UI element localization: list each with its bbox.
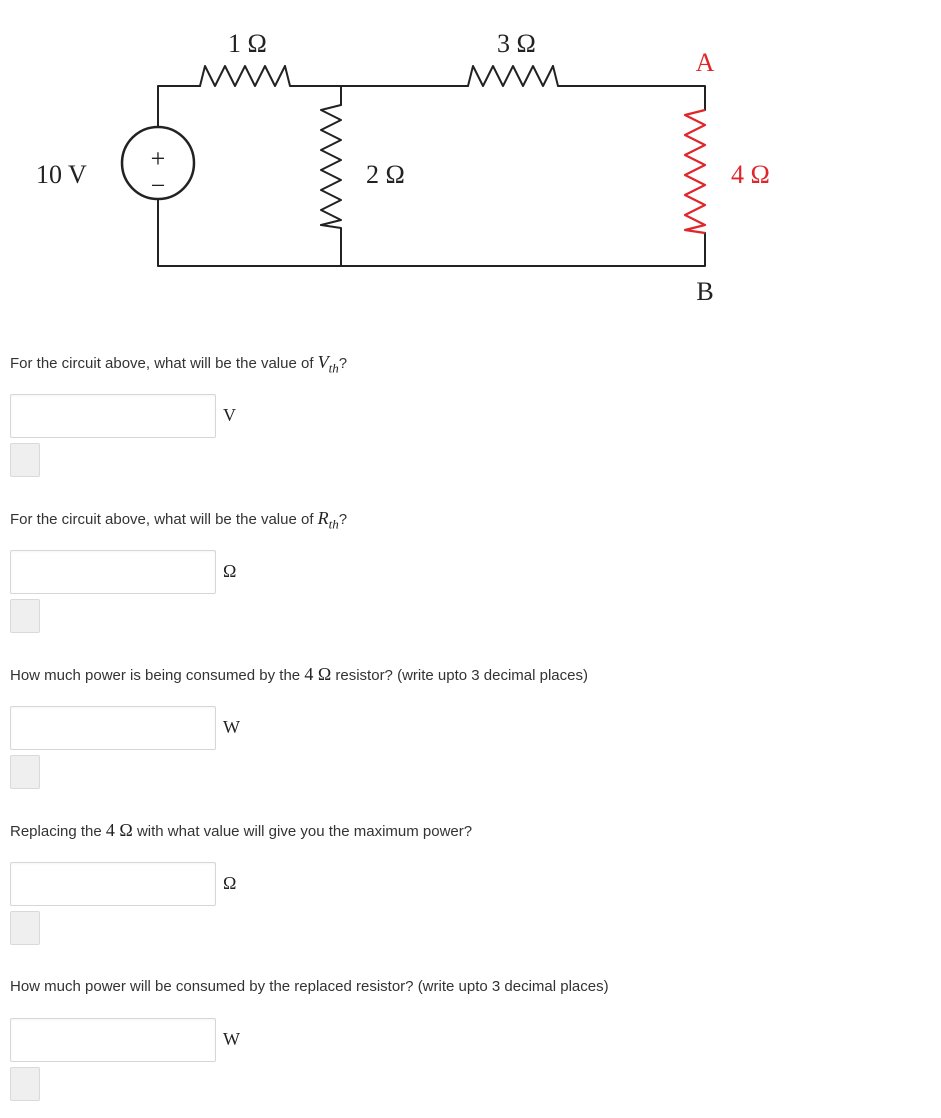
node-a-label: A — [695, 48, 715, 77]
answer-2-unit: Ω — [223, 561, 237, 581]
answer-4-input[interactable] — [10, 862, 216, 906]
question-4-prefix: Replacing the — [10, 823, 106, 840]
source-plus-sign: + — [150, 144, 166, 173]
question-2-math: $R_{th}$ — [317, 508, 339, 532]
resistor-2-ohm — [321, 105, 341, 225]
r4-label: 4 Ω — [731, 160, 770, 189]
question-1-suffix: ? — [338, 355, 348, 372]
resistor-4-ohm-load — [685, 110, 705, 233]
answer-3-unit: W — [223, 717, 240, 737]
wire-bottom — [158, 190, 705, 266]
answer-2-input[interactable] — [10, 550, 216, 594]
question-3-text — [10, 664, 588, 685]
question-5-text: How much power will be consumed by the replaced resistor? (write upto 3 decimal places) — [10, 978, 609, 995]
resistor-1-ohm — [200, 66, 285, 86]
question-4-math: 4 Ω — [105, 820, 133, 840]
answer-5-input[interactable] — [10, 1018, 216, 1062]
question-3-suffix: resistor? (write upto 3 decimal places) — [331, 667, 588, 684]
circuit-wires — [158, 66, 705, 266]
question-4-text — [10, 820, 472, 841]
r3-label: 3 Ω — [497, 29, 536, 58]
question-4-suffix: with what value will give you the maximum power? — [132, 823, 473, 840]
question-1-math: $V_{th}$ — [317, 352, 339, 376]
r1-label: 1 Ω — [228, 29, 267, 58]
resistor-3-ohm — [468, 66, 553, 86]
question-1-prefix: For the circuit above, what will be the value of — [10, 355, 318, 372]
answer-1-input[interactable] — [10, 394, 216, 438]
wire-r2-bottom — [321, 225, 341, 266]
question-2-text — [10, 508, 347, 533]
question-2-suffix: ? — [338, 511, 348, 528]
answer-5-unit: W — [223, 1029, 240, 1049]
answer-3-input[interactable] — [10, 706, 216, 750]
question-1-text — [10, 352, 347, 377]
wire-top-right — [553, 66, 705, 110]
node-b-label: B — [696, 277, 714, 306]
answer-5-check-button[interactable] — [10, 1067, 40, 1101]
r2-label: 2 Ω — [366, 160, 405, 189]
answer-4-check-button[interactable] — [10, 911, 40, 945]
circuit-diagram — [0, 0, 941, 320]
answer-3-check-button[interactable] — [10, 755, 40, 789]
answer-1-check-button[interactable] — [10, 443, 40, 477]
question-3-prefix: How much power is being consumed by the — [10, 667, 305, 684]
source-minus-sign: − — [150, 171, 166, 200]
source-voltage-label: 10 V — [36, 160, 87, 189]
question-3-math: 4 Ω — [304, 664, 332, 684]
answer-4-unit: Ω — [223, 873, 237, 893]
answer-1-unit: V — [223, 405, 236, 425]
wire-top-middle — [285, 66, 468, 86]
question-2-prefix: For the circuit above, what will be the value of — [10, 511, 318, 528]
answer-2-check-button[interactable] — [10, 599, 40, 633]
